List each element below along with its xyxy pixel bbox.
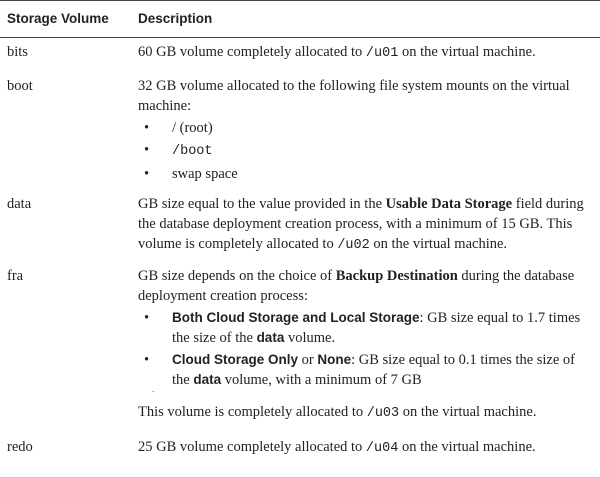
desc-text: or [298, 352, 318, 368]
volume-name: redo [7, 439, 33, 455]
option-name: Both Cloud Storage and Local Storage [172, 310, 420, 325]
list-item [138, 164, 593, 184]
bullet-icon: • [144, 352, 150, 368]
volume-description [138, 266, 593, 392]
mount-path: /boot [172, 144, 213, 159]
mount-path: /u04 [365, 441, 399, 456]
desc-text: volume. [284, 330, 336, 346]
desc-text: on the virtual machine. [369, 236, 508, 252]
desc-text: 32 GB volume allocated to the following file system mounts on the virtual machine: [138, 78, 570, 114]
desc-text: 25 GB volume completely allocated to [138, 439, 366, 455]
desc-text: GB size equal to the value provided in the [138, 196, 386, 212]
desc-text: on the virtual machine. [399, 404, 537, 420]
volume-ref: data [193, 372, 222, 387]
desc-text: : GB size equal to 1.7 times the size of the [172, 310, 581, 346]
mount-path: /u03 [366, 406, 400, 421]
list-item [138, 140, 593, 162]
volume-description [138, 76, 593, 186]
desc-text: on the virtual machine. [398, 439, 536, 455]
desc-text: during the database deployment creation process: [138, 268, 575, 304]
volume-description [138, 42, 593, 64]
desc-text: This volume is completely allocated to [138, 404, 367, 420]
volume-ref: data [256, 330, 285, 345]
option-name: None [317, 352, 352, 367]
desc-text: : GB size equal to 0.1 times the size of the [172, 352, 576, 388]
backup-options-list [138, 308, 593, 390]
option-name: Cloud Storage Only [172, 352, 299, 367]
bullet-icon: • [144, 310, 150, 326]
bullet-icon: • [144, 120, 150, 136]
field-name: Usable Data Storage [385, 196, 513, 212]
desc-text: 60 GB volume completely allocated to [138, 44, 366, 60]
volume-description [138, 194, 593, 256]
list-item [138, 308, 593, 348]
volume-name: fra [7, 268, 24, 284]
mount-label: / (root) [172, 120, 213, 136]
bullet-icon: • [144, 142, 150, 158]
desc-intro [138, 266, 593, 306]
desc-text: field during the database deployment creation process, with a minimum of 15 GB. This volume is completely allocated to [138, 196, 584, 252]
mount-path: /u01 [365, 46, 399, 61]
mount-label: swap space [172, 166, 238, 182]
desc-text: volume, with a minimum of 7 GB [221, 372, 422, 388]
volume-name: data [7, 196, 32, 212]
mount-path: /u02 [337, 238, 370, 253]
field-name: Backup Destination [335, 268, 458, 284]
table-header [0, 0, 600, 38]
list-item [138, 118, 593, 138]
desc-text: GB size depends on the choice of [138, 268, 336, 284]
mount-list [138, 118, 593, 184]
volume-name: bits [7, 44, 28, 60]
desc-text: on the virtual machine. [398, 44, 536, 60]
header-storage-volume: Storage Volume [7, 11, 109, 26]
volume-name: boot [7, 78, 33, 94]
list-item [138, 350, 593, 390]
header-description: Description [138, 11, 213, 26]
stray-mark: . [152, 384, 155, 394]
volume-description [138, 437, 593, 459]
bullet-icon: • [144, 166, 150, 182]
volume-description [138, 402, 593, 424]
